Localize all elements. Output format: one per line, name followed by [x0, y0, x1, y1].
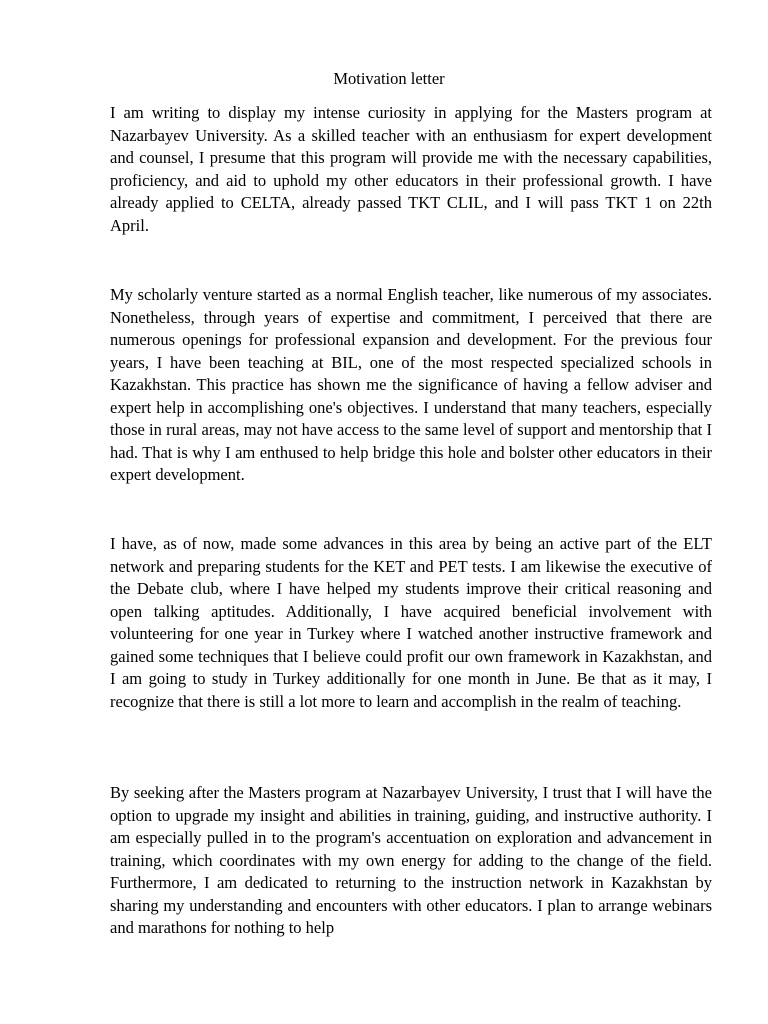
paragraph-background: My scholarly venture started as a normal English teacher, like numerous of my associates. Nonetheless, through years of expertise and commitment, I perceived that there are numerous openings for professional expansion and development. For the previous four years, I have been teaching at BIL, one of the most respected specialized schools in Kazakhstan. This practice has shown me the significance of having a fellow adviser and expert help in accomplishing one's objectives. I understand that many teachers, especially those in rural areas, may not have access to the same level of support and mentorship that I had. That is why I am enthused to help bridge this hole and bolster other educators in their expert development.	[110, 285, 712, 484]
paragraph-intro: I am writing to display my intense curiosity in applying for the Masters program at Nazarbayev University. As a skilled teacher with an enthusiasm for expert development and counsel, I presume that this program will provide me with the necessary capabilities, proficiency, and aid to uphold my other educators in their professional growth. I have already applied to CELTA, already passed TKT CLIL, and I will pass TKT 1 on 22th April.	[110, 103, 712, 235]
paragraph-experience: I have, as of now, made some advances in this area by being an active part of the ELT network and preparing students for the KET and PET tests. I am likewise the executive of the Debate club, where I have helped my students improve their critical reasoning and open talking aptitudes. Additionally, I have acquired beneficial involvement with volunteering for one year in Turkey where I watched another instructive framework and gained some techniques that I believe could profit our own framework in Kazakhstan, and I am going to study in Turkey additionally for one month in June. Be that as it may, I recognize that there is still a lot more to learn and accomplish in the realm of teaching.	[110, 534, 712, 711]
document-title: Motivation letter	[333, 69, 445, 88]
paragraph-goals: By seeking after the Masters program at Nazarbayev University, I trust that I will have the option to upgrade my insight and abilities in training, guiding, and instructive authority. I am especially pulled in to the program's accentuation on exploration and advancement in training, which coordinates with my own energy for adding to the change of the field. Furthermore, I am dedicated to returning to the instruction network in Kazakhstan by sharing my understanding and encounters with other educators. I plan to arrange webinars and marathons for nothing to help	[110, 783, 712, 937]
